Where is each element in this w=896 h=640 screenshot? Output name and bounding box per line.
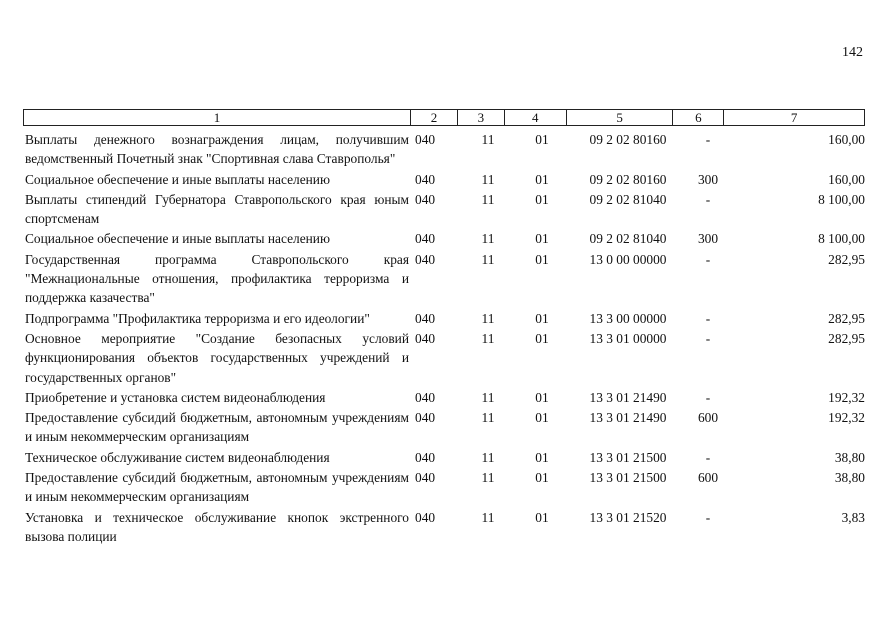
- row-col-5: 13 3 01 21520: [589, 509, 667, 525]
- row-col-7: 3,83: [841, 509, 865, 525]
- row-col-4: 01: [535, 171, 549, 187]
- table-row: [25, 130, 865, 169]
- row-name: Приобретение и установка систем видеонаблюдения: [25, 389, 326, 405]
- row-col-6: 600: [697, 470, 719, 486]
- header-col-5: 5: [567, 110, 674, 125]
- row-col-4: 01: [535, 330, 549, 346]
- row-col-7: 282,95: [828, 251, 865, 267]
- row-col-2: 040: [415, 410, 436, 426]
- row-col-6: -: [705, 310, 711, 326]
- table-row: [25, 388, 865, 407]
- row-col-6: -: [705, 330, 711, 346]
- row-col-5: 13 3 01 21490: [589, 389, 667, 405]
- row-col-2: 040: [415, 509, 436, 525]
- row-col-7: 38,80: [834, 470, 865, 486]
- row-col-2: 040: [415, 251, 436, 267]
- table-row: [25, 408, 865, 447]
- row-col-3: 11: [481, 449, 495, 465]
- row-col-6: 600: [697, 410, 719, 426]
- row-col-4: 01: [535, 251, 549, 267]
- row-col-6: -: [705, 509, 711, 525]
- row-name: Выплаты денежного вознаграждения лицам, получившим ведомственный Почетный знак "Спортивная слава Ставрополья": [25, 132, 409, 167]
- row-col-6: -: [705, 389, 711, 405]
- row-col-2: 040: [415, 132, 436, 147]
- row-col-4: 01: [535, 132, 549, 147]
- row-col-7: 38,80: [834, 449, 865, 465]
- row-col-5: 13 3 01 00000: [589, 330, 667, 346]
- row-name: Подпрограмма "Профилактика терроризма и его идеологии": [25, 310, 370, 326]
- row-col-3: 11: [481, 191, 495, 207]
- row-name: Основное мероприятие "Создание безопасных условий функционирования объектов государственных учреждений и государственных органов": [25, 330, 409, 385]
- row-col-3: 11: [481, 509, 495, 525]
- row-col-4: 01: [535, 191, 549, 207]
- row-name: Социальное обеспечение и иные выплаты населению: [25, 231, 330, 247]
- row-col-7: 282,95: [828, 330, 865, 346]
- row-col-2: 040: [415, 171, 436, 187]
- row-col-2: 040: [415, 330, 436, 346]
- row-col-7: 8 100,00: [818, 231, 865, 247]
- row-col-7: 192,32: [828, 389, 865, 405]
- row-col-2: 040: [415, 389, 436, 405]
- page-number: 142: [842, 45, 863, 60]
- table-row: [25, 250, 865, 308]
- row-col-3: 11: [481, 132, 495, 147]
- row-col-7: 160,00: [828, 171, 865, 187]
- header-col-7: 7: [790, 110, 798, 125]
- row-col-7: 282,95: [828, 310, 865, 326]
- row-col-4: 01: [535, 231, 549, 247]
- row-col-2: 040: [415, 470, 436, 486]
- row-name: Предоставление субсидий бюджетным, автономным учреждениям и иным некоммерческим организациям: [25, 470, 409, 505]
- row-name: Техническое обслуживание систем видеонаблюдения: [25, 449, 330, 465]
- row-col-6: -: [705, 132, 711, 147]
- row-col-6: 300: [697, 171, 719, 187]
- row-col-5: 13 3 01 21500: [589, 470, 667, 486]
- row-col-4: 01: [535, 310, 549, 326]
- row-col-3: 11: [481, 410, 495, 426]
- table-row: [25, 329, 865, 387]
- row-col-5: 13 3 01 21490: [589, 410, 667, 426]
- row-col-2: 040: [415, 231, 436, 247]
- table-row: [25, 170, 865, 189]
- table-row: [25, 190, 865, 229]
- table-row: [25, 309, 865, 328]
- row-name: Установка и техническое обслуживание кнопок экстренного вызова полиции: [25, 509, 409, 544]
- row-col-4: 01: [535, 470, 549, 486]
- row-name: Выплаты стипендий Губернатора Ставропольского края юным спортсменам: [25, 191, 409, 227]
- row-col-2: 040: [415, 191, 436, 207]
- header-col-1: 1: [24, 110, 411, 125]
- row-col-2: 040: [415, 310, 436, 326]
- row-col-2: 040: [415, 449, 436, 465]
- row-name: Государственная программа Ставропольского края "Межнациональные отношения, профилактика терроризма и поддержка казачества": [25, 251, 409, 306]
- row-col-7: 8 100,00: [818, 191, 865, 207]
- row-name: Предоставление субсидий бюджетным, автономным учреждениям и иным некоммерческим организациям: [25, 410, 409, 445]
- table-row: [25, 508, 865, 547]
- row-col-3: 11: [481, 251, 495, 267]
- row-col-6: 300: [697, 231, 719, 247]
- row-col-6: -: [705, 251, 711, 267]
- table-header: [23, 109, 865, 126]
- row-col-4: 01: [535, 509, 549, 525]
- row-col-5: 09 2 02 81040: [589, 191, 667, 207]
- row-col-6: -: [705, 191, 711, 207]
- row-col-6: -: [705, 449, 711, 465]
- row-col-7: 192,32: [828, 410, 865, 426]
- header-col-4: 4: [505, 110, 567, 125]
- table-body: [25, 130, 865, 547]
- row-col-3: 11: [481, 171, 495, 187]
- row-col-4: 01: [535, 410, 549, 426]
- row-col-4: 01: [535, 449, 549, 465]
- row-col-5: 13 3 00 00000: [589, 310, 667, 326]
- row-col-3: 11: [481, 330, 495, 346]
- row-col-3: 11: [481, 389, 495, 405]
- row-col-5: 13 0 00 00000: [589, 251, 667, 267]
- table-row: [25, 448, 865, 467]
- row-col-5: 09 2 02 81040: [589, 231, 667, 247]
- header-col-3: 3: [458, 110, 505, 125]
- table-row: [25, 229, 865, 248]
- row-col-3: 11: [481, 231, 495, 247]
- row-col-7: 160,00: [828, 132, 865, 147]
- row-col-4: 01: [535, 389, 549, 405]
- row-col-5: 09 2 02 80160: [589, 132, 667, 147]
- row-col-5: 09 2 02 80160: [589, 171, 667, 187]
- row-col-5: 13 3 01 21500: [589, 449, 667, 465]
- row-name: Социальное обеспечение и иные выплаты населению: [25, 171, 330, 187]
- table-row: [25, 468, 865, 507]
- header-col-2: 2: [411, 110, 458, 125]
- row-col-3: 11: [481, 470, 495, 486]
- header-col-6: 6: [673, 110, 724, 125]
- row-col-3: 11: [481, 310, 495, 326]
